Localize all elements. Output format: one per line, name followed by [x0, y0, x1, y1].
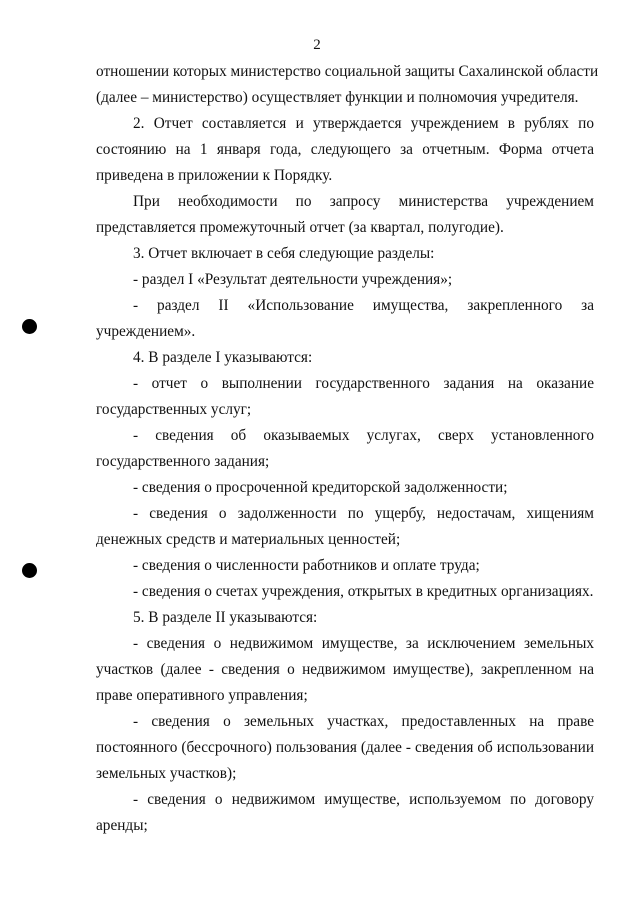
text-line: - сведения о земельных участках, предоставленных на праве	[133, 713, 594, 730]
text-line: государственного задания;	[96, 453, 270, 470]
text-line: - сведения о недвижимом имуществе, за исключением земельных	[133, 635, 594, 652]
text-line: аренды;	[96, 817, 148, 834]
punch-hole-bottom	[22, 563, 37, 578]
text-line: - сведения об оказываемых услугах, сверх установленного	[133, 427, 594, 444]
text-line: - сведения о счетах учреждения, открытых в кредитных организациях.	[133, 583, 594, 600]
text-line: постоянного (бессрочного) пользования (далее - сведения об использовании	[96, 739, 594, 756]
text-line: 3. Отчет включает в себя следующие разделы:	[133, 245, 435, 262]
text-line: 5. В разделе II указываются:	[133, 609, 318, 626]
text-line: - сведения о просроченной кредиторской задолженности;	[133, 479, 508, 496]
text-line: 4. В разделе I указываются:	[133, 349, 313, 366]
text-line: приведена в приложении к Порядку.	[96, 167, 333, 184]
text-line: - отчет о выполнении государственного задания на оказание	[133, 375, 594, 392]
text-line: отношении которых министерство социальной защиты Сахалинской области	[96, 63, 599, 80]
text-line: земельных участков);	[96, 765, 237, 782]
text-line: участков (далее - сведения о недвижимом имуществе), закрепленном на	[96, 661, 594, 678]
text-line: государственных услуг;	[96, 401, 252, 418]
text-line: 2. Отчет составляется и утверждается учреждением в рублях по	[133, 115, 594, 132]
text-line: праве оперативного управления;	[96, 687, 308, 704]
text-line: - раздел I «Результат деятельности учреждения»;	[133, 271, 453, 288]
text-line: - сведения о задолженности по ущербу, недостачам, хищениям	[133, 505, 594, 522]
text-line: При необходимости по запросу министерства учреждением	[133, 193, 594, 210]
text-line: денежных средств и материальных ценностей;	[96, 531, 401, 548]
text-line: состоянию на 1 января года, следующего за отчетным. Форма отчета	[96, 141, 594, 158]
punch-hole-top	[22, 319, 37, 334]
text-line: - сведения о недвижимом имуществе, используемом по договору	[133, 791, 594, 808]
text-line: учреждением».	[96, 323, 196, 340]
text-line: представляется промежуточный отчет (за квартал, полугодие).	[96, 219, 504, 236]
text-line: (далее – министерство) осуществляет функции и полномочия учредителя.	[96, 89, 579, 106]
text-line: - раздел II «Использование имущества, закрепленного за	[133, 297, 594, 314]
page-number: 2	[313, 37, 321, 53]
text-line: - сведения о численности работников и оплате труда;	[133, 557, 480, 574]
